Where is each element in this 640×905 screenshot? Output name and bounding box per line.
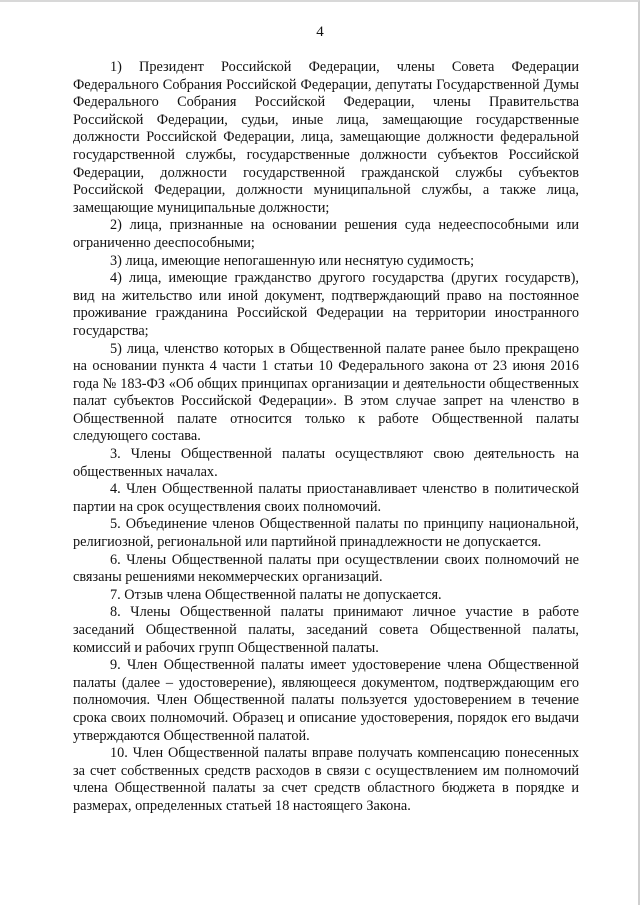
paragraph-item-3: 3) лица, имеющие непогашенную или неснятую судимость; (110, 252, 475, 269)
paragraph-clause-3: 3. Члены Общественной палаты осуществляют свою деятельность на общественных началах. (73, 446, 579, 480)
paragraph-clause-7: 7. Отзыв члена Общественной палаты не допускается. (110, 586, 442, 603)
paragraph-item-2: 2) лица, признанные на основании решения суда недееспособными или ограниченно дееспособными; (73, 217, 579, 251)
paragraph-clause-8: 8. Члены Общественной палаты принимают личное участие в работе заседаний Общественной палаты, заседаний совета Общественной палаты, комиссий и рабочих групп Общественной палаты. (73, 604, 579, 656)
document-body (73, 59, 579, 816)
paragraph-item-5: 5) лица, членство которых в Общественной палате ранее было прекращено на основании пункта 4 части 1 статьи 10 Федерального закона от 23 июня 2016 года № 183-ФЗ «Об общих принципах организации и деятельности общественных палат субъектов Российской Федерации». В этом случае запрет на членство в Общественной палате относится только к работе Общественной палаты следующего состава. (73, 340, 579, 445)
paragraph-clause-9: 9. Член Общественной палаты имеет удостоверение члена Общественной палаты (далее – удостоверение), являющееся документом, подтверждающим его полномочия. Член Общественной палаты пользуется удостоверением в течение срока своих полномочий. Образец и описание удостоверения, порядок его выдачи утверждаются Общественной палатой. (73, 657, 579, 744)
page-number: 4 (316, 24, 324, 40)
paragraph-clause-4: 4. Член Общественной палаты приостанавливает членство в политической партии на срок осуществления своих полномочий. (73, 481, 579, 515)
paragraph-clause-10: 10. Член Общественной палаты вправе получать компенсацию понесенных за счет собственных средств расходов в связи с осуществлением им полномочий члена Общественной палаты за счет средств областного бюджета в порядке и размерах, определенных статьей 18 настоящего Закона. (73, 745, 579, 814)
paragraph-item-4: 4) лица, имеющие гражданство другого государства (других государств), вид на жительство или иной документ, подтверждающий право на постоянное проживание гражданина Российской Федерации на территории иностранного государства; (73, 270, 579, 339)
paragraph-item-1: 1) Президент Российской Федерации, члены Совета Федерации Федерального Собрания Российской Федерации, депутаты Государственной Думы Федерального Собрания Российской Федерации, члены Правительства Российской Федерации, судьи, иные лица, замещающие государственные должности Российской Федерации, лица, замещающие должности федеральной государственной службы, государственные должности субъектов Российской Федерации, должности государственной гражданской службы субъектов Российской Федерации, должности муниципальной службы, а также лица, замещающие муниципальные должности; (73, 59, 579, 216)
paragraph-clause-5: 5. Объединение членов Общественной палаты по принципу национальной, религиозной, региональной или партийной принадлежности не допускается. (73, 516, 579, 551)
paragraph-clause-6: 6. Члены Общественной палаты при осуществлении своих полномочий не связаны решениями некоммерческих организаций. (73, 551, 579, 586)
